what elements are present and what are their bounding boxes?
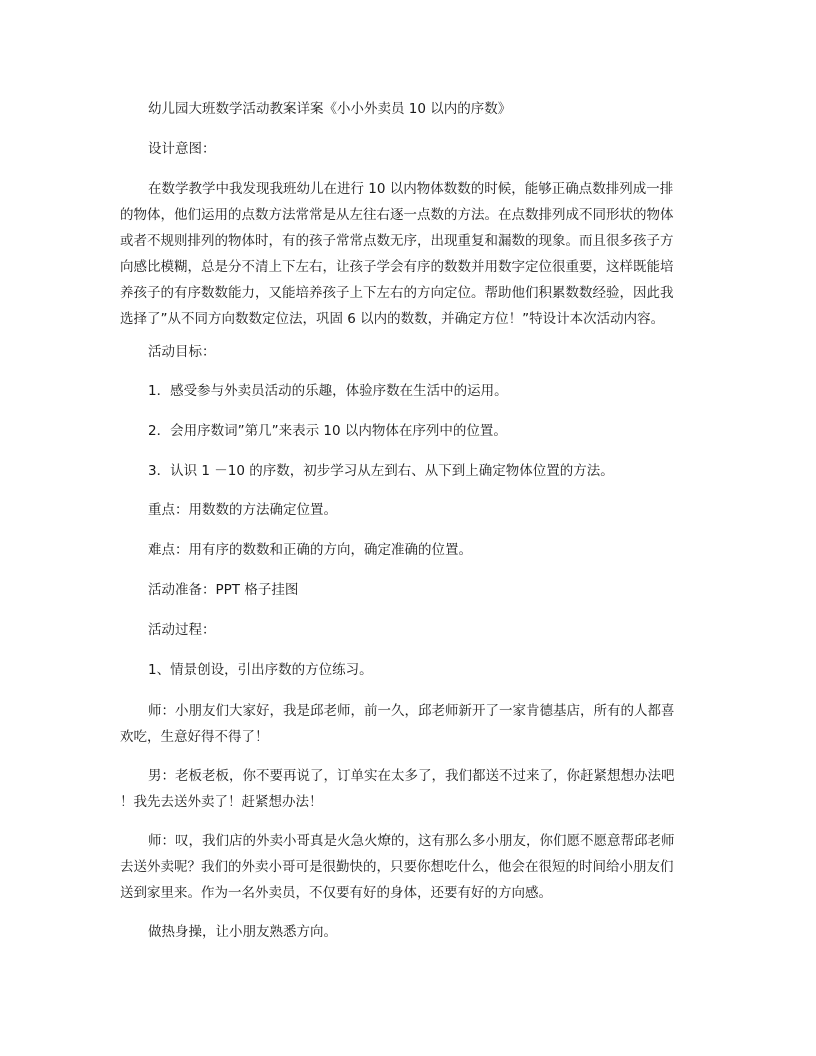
activity-preparation: 活动准备：PPT 格子挂图 bbox=[148, 582, 299, 598]
difficulty-point: 难点：用有序的数数和正确的方向，确定准确的位置。 bbox=[148, 542, 472, 558]
paragraph-line: 欢吃，生意好得不得了！ bbox=[120, 729, 269, 745]
paragraph-line: ！我先去送外卖了！赶紧想办法！ bbox=[120, 794, 323, 810]
design-intent-paragraph bbox=[120, 176, 696, 332]
paragraph-line: 送到家里来。作为一名外卖员，不仅要有好的身体，还要有好的方向感。 bbox=[120, 885, 552, 901]
activity-process-heading: 活动过程： bbox=[148, 622, 216, 638]
paragraph-line: 选择了”从不同方向数数定位法，巩固 6 以内的数数，并确定方位！”特设计本次活动内容。 bbox=[120, 311, 665, 327]
paragraph-line: 师：叹，我们店的外卖小哥真是火急火燎的，这有那么多小朋友，你们愿不愿意帮邱老师 bbox=[148, 833, 675, 849]
goal-item-2: 2．会用序数词”第几”来表示 10 以内物体在序列中的位置。 bbox=[148, 423, 507, 439]
paragraph-line: 或者不规则排列的物体时，有的孩子常常点数无序，出现重复和漏数的现象。而且很多孩子方 bbox=[120, 233, 674, 249]
boy-dialogue bbox=[120, 763, 696, 815]
paragraph-line: 的物体，他们运用的点数方法常常是从左往右逐一点数的方法。在点数排列成不同形状的物体 bbox=[120, 207, 674, 223]
warmup-exercise: 做热身操，让小朋友熟悉方向。 bbox=[148, 924, 337, 940]
teacher-dialogue-2 bbox=[120, 828, 696, 906]
goal-item-1: 1．感受参与外卖员活动的乐趣，体验序数在生活中的运用。 bbox=[148, 383, 508, 399]
design-intent-heading: 设计意图： bbox=[148, 141, 216, 157]
teacher-dialogue-1 bbox=[120, 698, 696, 750]
paragraph-line: 向感比模糊，总是分不清上下左右，让孩子学会有序的数数并用数字定位很重要，这样既能培 bbox=[120, 259, 674, 275]
document-title: 幼儿园大班数学活动教案详案《小小外卖员 10 以内的序数》 bbox=[148, 101, 512, 117]
goal-item-3: 3．认识 1 －10 的序数，初步学习从左到右、从下到上确定物体位置的方法。 bbox=[148, 463, 614, 479]
process-step-1: 1、情景创设，引出序数的方位练习。 bbox=[148, 662, 373, 678]
activity-goals-heading: 活动目标： bbox=[148, 344, 216, 360]
paragraph-line: 男：老板老板，你不要再说了，订单实在太多了，我们都送不过来了，你赶紧想想办法吧 bbox=[148, 768, 675, 784]
paragraph-line: 去送外卖呢？我们的外卖小哥可是很勤快的，只要你想吃什么，他会在很短的时间给小朋友们 bbox=[120, 859, 674, 875]
paragraph-line: 养孩子的有序数数能力，又能培养孩子上下左右的方向定位。帮助他们积累数数经验，因此我 bbox=[120, 285, 674, 301]
paragraph-line: 师：小朋友们大家好，我是邱老师，前一久，邱老师新开了一家肯德基店，所有的人都喜 bbox=[148, 703, 675, 719]
key-point: 重点：用数数的方法确定位置。 bbox=[148, 502, 337, 518]
paragraph-line: 在数学教学中我发现我班幼儿在进行 10 以内物体数数的时候，能够正确点数排列成一排 bbox=[148, 181, 674, 197]
